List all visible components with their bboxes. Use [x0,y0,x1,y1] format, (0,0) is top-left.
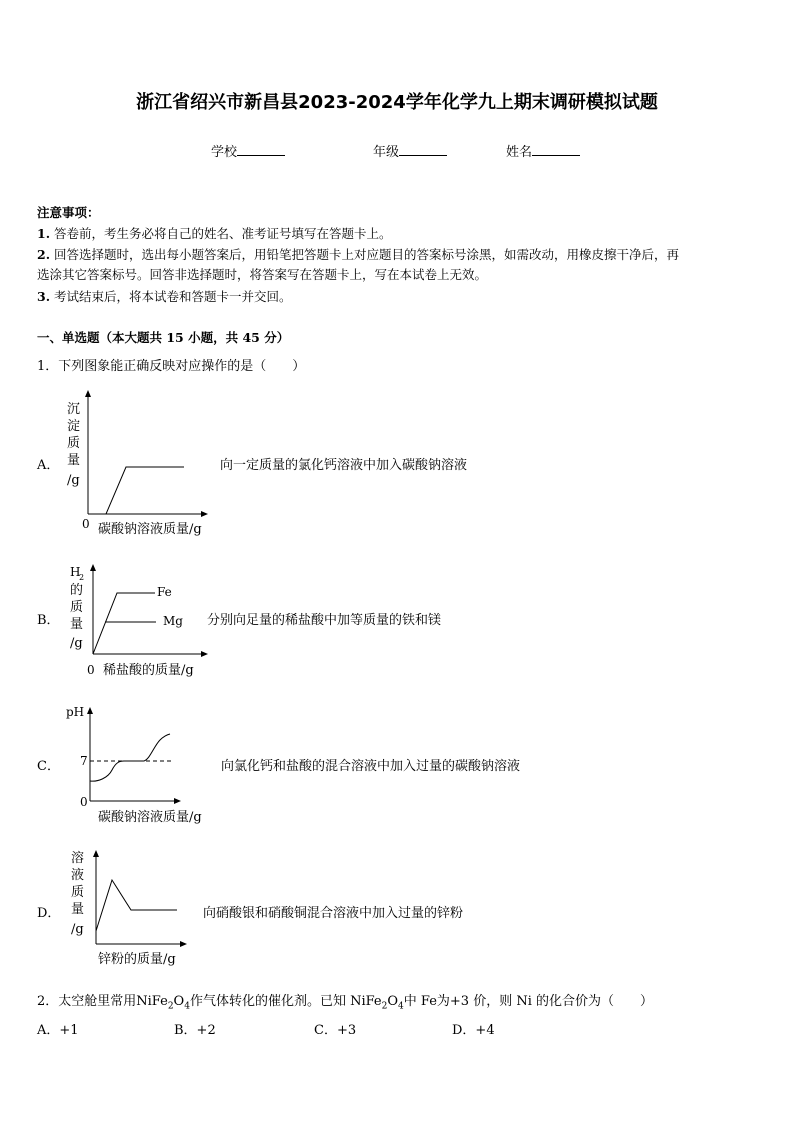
q2-option-d[interactable]: D．+4 [452,1023,495,1038]
page-title: 浙江省绍兴市新昌县2023-2024学年化学九上期末调研模拟试题 [136,92,658,113]
q1-a-ylabel-3: 质 [67,436,81,451]
q1-c-ylabel: pH [66,705,85,719]
q2-option-b[interactable]: B．+2 [174,1023,216,1038]
q1-b-ylabel-sub: 2 [79,573,85,582]
grade-label: 年级 [373,145,400,160]
school-blank[interactable] [237,143,285,156]
q1-option-b-desc: 分别向足量的稀盐酸中加等质量的铁和镁 [207,613,442,628]
q2-sub-4b: 4 [398,1001,404,1012]
grade-blank[interactable] [399,143,447,156]
question-1-stem: 1．下列图象能正确反映对应操作的是（ ） [37,359,306,374]
q1-a-ylabel-5: /g [67,473,80,488]
notice-item-2-line-1: 回答选择题时，选出每小题答案后，用铅笔把答题卡上对应题目的答案标号涂黑，如需改动，用橡皮擦干净后，再 [54,247,680,262]
q2-stem-c: 中 Fe为+3 价，则 Ni 的化合价为（ ） [403,994,653,1009]
question-2-stem [37,990,653,1012]
q2-stem-a: 2．太空舱里常用NiFe [37,994,168,1009]
q1-option-c-graph [60,700,225,828]
grade-field[interactable] [373,141,447,160]
q1-b-ylabel-1: 的 [70,583,84,598]
q1-c-origin: 0 [80,795,88,809]
q2-o-a: O [173,994,185,1009]
school-label: 学校 [211,145,238,160]
q1-c-tick-7: 7 [80,754,88,768]
section-1-heading: 一、单选题（本大题共 15 小题，共 45 分） [37,330,290,345]
q1-a-ylabel-1: 沉 [67,402,81,417]
q1-option-b-letter[interactable]: B． [37,613,60,628]
q1-a-ylabel-4: 量 [67,453,81,468]
q2-sub-2b: 2 [381,1001,388,1012]
name-field[interactable] [506,141,580,160]
q1-b-ylabel-4: /g [70,636,83,651]
q1-a-origin: 0 [82,517,90,531]
q1-a-ylabel-2: 淀 [67,419,81,434]
q1-d-ylabel-5: /g [71,922,84,937]
q1-option-c-letter[interactable]: C． [37,759,60,774]
notice-item-1-text: 答卷前，考生务必将自己的姓名、准考证号填写在答题卡上。 [54,226,392,241]
q2-o-b: O [387,994,399,1009]
school-field[interactable] [211,141,285,160]
q1-option-a-letter[interactable]: A． [37,458,60,473]
q1-option-d-graph [60,845,200,970]
q1-b-xlabel: 稀盐酸的质量/g [103,663,194,678]
q1-option-c-desc: 向氯化钙和盐酸的混合溶液中加入过量的碳酸钠溶液 [221,759,521,774]
q1-a-xlabel: 碳酸钠溶液质量/g [98,522,202,537]
notice-item-3-num: 3. [37,289,51,304]
q1-b-label-fe: Fe [157,585,172,599]
q1-option-d-desc: 向硝酸银和硝酸铜混合溶液中加入过量的锌粉 [203,906,464,921]
q1-option-b-graph [60,560,210,682]
q2-sub-2a: 2 [167,1001,174,1012]
notice-item-2-line-2: 选涂其它答案标号。回答非选择题时，将答案写在答题卡上，写在本试卷上无效。 [37,267,488,282]
q1-d-ylabel-3: 质 [71,885,85,900]
notice-item-1-num: 1. [37,226,51,241]
q1-d-xlabel: 锌粉的质量/g [98,952,176,967]
q1-option-a-graph [60,388,220,540]
notice-item-3-text: 考试结束后，将本试卷和答题卡一并交回。 [54,289,292,304]
notice-item-1 [37,224,392,242]
q1-d-ylabel-2: 液 [71,868,85,883]
q1-b-ylabel-h: H [70,565,81,579]
q2-option-a[interactable]: A．+1 [37,1023,79,1038]
q1-b-origin: 0 [87,663,95,677]
name-blank[interactable] [532,143,580,156]
q1-c-xlabel: 碳酸钠溶液质量/g [98,810,202,825]
q2-stem-b: 作气体转化的催化剂。已知 NiFe [189,994,382,1009]
q1-option-d-letter[interactable]: D． [37,906,61,921]
q2-option-c[interactable]: C．+3 [314,1023,357,1038]
q1-d-ylabel-1: 溶 [71,851,85,866]
notice-item-2-num: 2. [37,247,51,262]
q1-option-a-desc: 向一定质量的氯化钙溶液中加入碳酸钠溶液 [220,458,468,473]
name-label: 姓名 [506,145,533,160]
notice-item-3 [37,287,292,305]
notice-heading: 注意事项： [37,205,100,220]
q1-b-ylabel-2: 质 [70,600,84,615]
q1-b-label-mg: Mg [163,614,183,628]
q2-sub-4a: 4 [184,1001,190,1012]
notice-item-2 [37,245,679,263]
q1-d-ylabel-4: 量 [71,902,85,917]
q1-b-ylabel-3: 量 [70,617,84,632]
